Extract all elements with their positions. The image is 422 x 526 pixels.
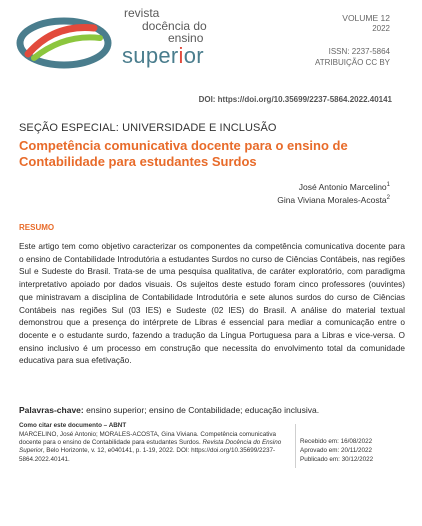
journal-name-line-1: revista: [124, 6, 160, 20]
citation-text: [19, 431, 291, 464]
keywords-text: ensino superior; ensino de Contabilidade; educação inclusiva.: [86, 405, 320, 415]
journal-name-line-2: docência do: [142, 19, 207, 33]
year-label: 2022: [372, 24, 390, 33]
license-label: ATRIBUIÇÃO CC BY: [315, 58, 390, 67]
volume-label: VOLUME 12: [342, 13, 390, 23]
doi-link[interactable]: DOI: https://doi.org/10.35699/2237-5864.2022.40141: [198, 95, 392, 104]
received-date: Recebido em: 16/08/2022: [300, 438, 373, 445]
journal-name-accent-letter: i: [178, 43, 184, 68]
author-1: [299, 180, 390, 193]
author-2-name: Gina Viviana Morales-Acosta: [277, 194, 387, 205]
journal-name-line-4: superior: [122, 43, 204, 68]
abstract-text: Este artigo tem como objetivo caracterizar os componentes da competência comunicativa docente para o ensino de Contabilidade Introdutória a estudantes Surdos no curso de Ciências Contábeis, nas regiões Sul e Sudeste do Brasil. Trata-se de uma pesquisa qualitativa, de caráter exploratório, com paradigma interpretativo apoiado por dados visuais. Os sujeitos deste estudo foram cinco professores (ouvintes) que ministravam a disciplina de Contabilidade Introdutória e sete alunos surdos do curso de Ciências Contábeis nas regiões Sul (03 IES) e Sudeste (02 IES) do Brasil. A análise do material textual demonstrou que a presença do intérprete de Libras é essencial para mediar a comunicação entre o docente e o estudante surdo, fazendo a tradução da Língua Portuguesa para a Libras e vice-versa. O ensino inclusivo é um processo em construção que necessita do envolvimento total da comunidade educativa para sua efetivação.: [19, 241, 405, 366]
keywords-label: Palavras-chave:: [19, 405, 84, 415]
citation-authors-title: MARCELINO, José Antonio; MORALES-ACOSTA, Gina Viviana. Competência comunicativa docente para o ensino de Contabilidade para estudantes Surdos.: [19, 431, 276, 447]
article-title: Competência comunicativa docente para o ensino de Contabilidade para estudantes Surdos: [19, 138, 348, 169]
issn-label: ISSN: 2237-5864: [328, 47, 390, 56]
author-2-affiliation-mark: 2: [386, 195, 390, 201]
author-1-affiliation-mark: 1: [386, 182, 390, 188]
published-date: Publicado em: 30/12/2022: [300, 456, 374, 463]
keywords: [19, 405, 405, 415]
citation-details: , Belo Horizonte, v. 12, e040141, p. 1-19, 2022. DOI: https://doi.org/10.35699/2237-5864.2022.40141.: [19, 447, 276, 463]
citation-journal: Revista Docência do Ensino Superior: [19, 439, 282, 455]
journal-name-line-3: ensino: [168, 31, 204, 45]
author-2: [277, 193, 390, 206]
abstract-heading: RESUMO: [19, 223, 55, 232]
author-1-name: José Antonio Marcelino: [298, 181, 387, 192]
approved-date: Aprovado em: 20/11/2022: [300, 447, 372, 454]
citation-heading: Como citar este documento – ABNT: [19, 422, 127, 429]
citation-divider: [295, 424, 296, 468]
section-heading: SEÇÃO ESPECIAL: UNIVERSIDADE E INCLUSÃO: [19, 122, 277, 134]
journal-logo: [14, 14, 112, 72]
